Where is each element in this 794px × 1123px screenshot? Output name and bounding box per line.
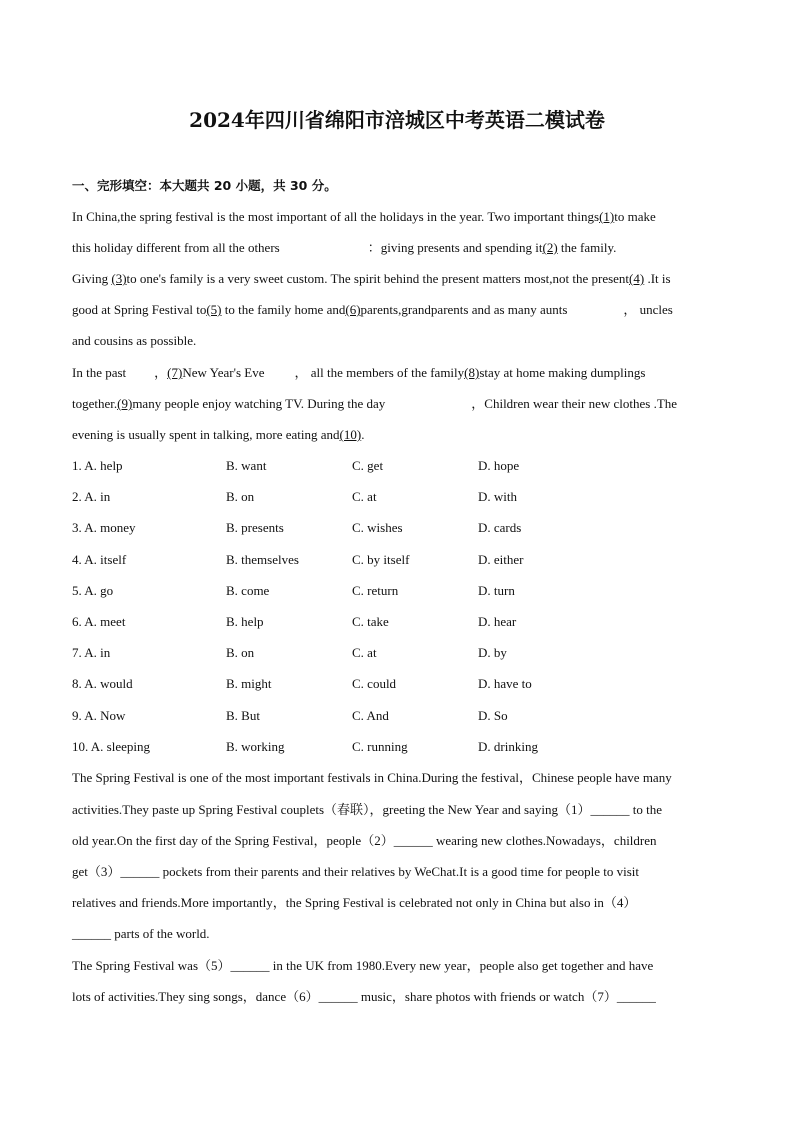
text: In the past	[72, 365, 127, 380]
text: and cousins as possible.	[72, 333, 197, 348]
blank-number: (6)	[345, 302, 361, 317]
question-option-d: D. drinking	[478, 738, 538, 754]
text: .It is	[644, 271, 671, 286]
text: ：giving presents and spending it	[367, 240, 543, 255]
text: ， all the members of the family	[294, 365, 465, 380]
question-option-d: D. hope	[478, 458, 520, 473]
question-option-a: 2. A. in	[72, 489, 111, 505]
passage-line	[72, 427, 364, 443]
blank-number: (8)	[464, 365, 480, 380]
question-option-c: C. by itself	[352, 551, 410, 567]
passage-line: relatives and friends.More importantly，the Spring Festival is celebrated not only in China but also in（4）	[72, 895, 637, 910]
question-option-a: 9. A. Now	[72, 707, 126, 723]
blank-number: (9)	[117, 396, 133, 411]
text: many people enjoy watching TV. During the day	[132, 396, 386, 411]
text: together.	[72, 396, 118, 411]
question-option-b: B. come	[226, 582, 270, 598]
text: this holiday different from all the others	[72, 240, 280, 255]
question-option-b: B. help	[226, 614, 264, 629]
question-option-d: D. with	[478, 489, 517, 505]
blank-number: (10)	[339, 427, 362, 442]
question-option-a: 1. A. help	[72, 458, 123, 473]
passage-line: old year.On the first day of the Spring Festival，people（2）______ wearing new clothes.Nowadays，children	[72, 833, 657, 848]
question-option-a: 5. A. go	[72, 582, 114, 598]
text: .	[361, 427, 365, 442]
passage-line	[72, 271, 671, 287]
text: Giving	[72, 271, 112, 286]
passage-line: lots of activities.They sing songs，dance（6）______ music，share photos with friends or watch（7）______	[72, 989, 656, 1004]
text: evening is usually spent in talking, more eating and	[72, 427, 340, 442]
blank-number: (2)	[542, 240, 558, 255]
question-option-b: B. But	[226, 707, 260, 723]
question-option-b: B. on	[226, 489, 255, 505]
question-option-c: C. And	[352, 707, 389, 723]
question-option-a: 7. A. in	[72, 645, 111, 661]
question-option-d: D. cards	[478, 520, 522, 536]
question-option-c: C. could	[352, 676, 397, 692]
text: to one's family is a very sweet custom. The spirit behind the present matters most,not the present	[126, 271, 630, 286]
question-option-d: D. by	[478, 645, 507, 661]
question-option-b: B. want	[226, 458, 267, 473]
question-option-b: B. themselves	[226, 551, 299, 567]
question-option-c: C. at	[352, 489, 377, 505]
question-option-b: B. might	[226, 676, 272, 692]
blank-number: (5)	[206, 302, 222, 317]
passage-line: get（3）______ pockets from their parents and their relatives by WeChat.It is a good time for people to visit	[72, 864, 639, 879]
question-option-d: D. hear	[478, 614, 517, 629]
text: to make	[614, 209, 656, 224]
text: In China,the spring festival is the most important of all the holidays in the year. Two important things	[72, 209, 600, 224]
text: to the family home and	[221, 302, 346, 317]
passage-line	[72, 240, 616, 256]
passage-line	[72, 209, 656, 225]
text: ，	[154, 365, 168, 380]
question-option-d: D. So	[478, 707, 508, 723]
text: parents,grandparents and as many aunts	[360, 302, 568, 317]
blank-number: (4)	[629, 271, 645, 286]
text: ， uncles	[623, 302, 673, 317]
question-option-b: B. presents	[226, 520, 284, 536]
passage-line	[72, 365, 645, 381]
section-heading: 一、完形填空：本大题共 20 小题，共 30 分。	[72, 178, 337, 193]
text: the family.	[557, 240, 617, 255]
question-option-a: 10. A. sleeping	[72, 738, 150, 754]
question-option-a: 8. A. would	[72, 676, 133, 692]
question-option-a: 4. A. itself	[72, 551, 127, 567]
question-option-c: C. wishes	[352, 520, 403, 536]
text: stay at home making dumplings	[479, 365, 646, 380]
blank-number: (1)	[599, 209, 615, 224]
passage-line	[72, 302, 673, 318]
passage-line	[72, 396, 677, 412]
question-option-c: C. take	[352, 614, 389, 629]
question-option-a: 6. A. meet	[72, 614, 126, 629]
passage-line: The Spring Festival was（5）______ in the UK from 1980.Every new year，people also get together and have	[72, 958, 654, 973]
text: ，Children wear their new clothes .The	[471, 396, 678, 411]
question-option-d: D. either	[478, 551, 524, 567]
passage-line: ______ parts of the world.	[72, 926, 210, 941]
passage-line	[72, 333, 196, 349]
page-title: 2024年四川省绵阳市涪城区中考英语二模试卷	[189, 108, 605, 132]
blank-number: (3)	[111, 271, 127, 286]
text: New Year's Eve	[182, 365, 265, 380]
passage-line: The Spring Festival is one of the most important festivals in China.During the festival，Chinese people have many	[72, 770, 672, 785]
question-option-c: C. running	[352, 738, 408, 754]
question-option-b: B. on	[226, 645, 255, 661]
question-option-d: D. have to	[478, 676, 532, 692]
passage-line: activities.They paste up Spring Festival couplets（春联），greeting the New Year and saying（1）______ to the	[72, 802, 662, 817]
question-option-c: C. at	[352, 645, 377, 661]
question-option-d: D. turn	[478, 582, 515, 598]
question-option-a: 3. A. money	[72, 520, 136, 536]
text: good at Spring Festival to	[72, 302, 207, 317]
question-option-b: B. working	[226, 738, 285, 754]
blank-number: (7)	[167, 365, 183, 380]
question-option-c: C. return	[352, 582, 399, 598]
question-option-c: C. get	[352, 458, 384, 473]
